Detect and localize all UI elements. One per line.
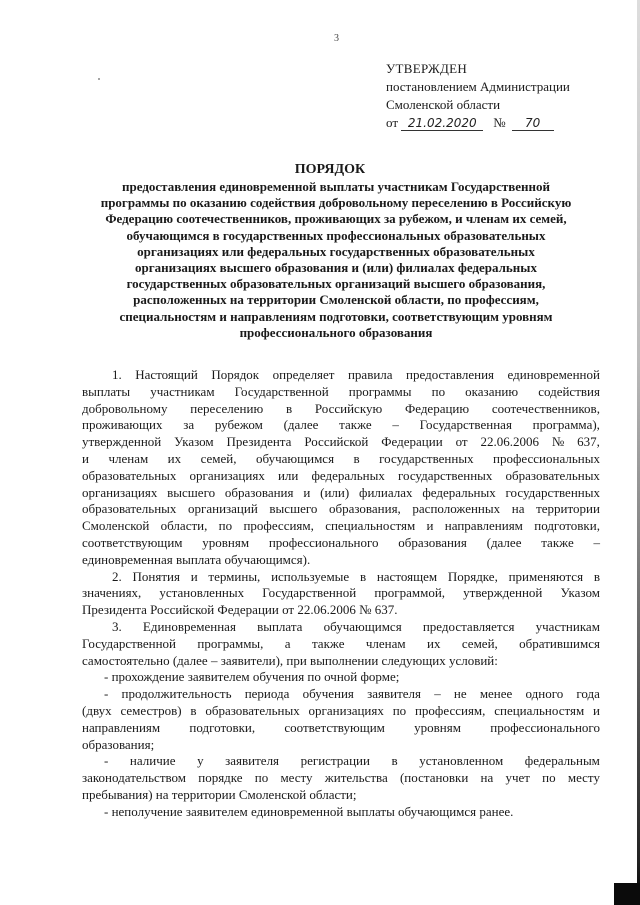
approval-block [386,60,626,132]
body-word: - [104,753,109,769]
approval-line-1: постановлением Администрации [386,79,570,94]
body-line [82,535,600,552]
body-word: участникам [150,383,215,399]
body-word: значениях, [82,585,142,601]
body-word: Государственной [82,635,177,651]
body-word: Порядок [211,367,260,382]
body-word: предоставляется [422,618,515,634]
scan-corner-shadow [614,883,640,905]
body-word: и [190,568,198,584]
body-word: выплата [257,618,303,634]
body-line: Президента Российской Федерации от 22.06.2006 № 637. [82,602,398,618]
body-line [82,518,600,535]
body-word: государственных [505,484,600,500]
document-subtitle [78,179,594,341]
body-line: пребывания) на территории Смоленской области; [82,786,357,802]
body-word: Указом [560,585,600,601]
body-word: обратившимся [519,635,600,651]
body-word: в [593,568,600,584]
body-word: 22.06.2006 [480,434,539,450]
body-word: Федерацию [404,400,470,416]
body-word: образовательных [205,702,300,718]
body-word: периода [244,686,290,702]
body-word: установленных [159,585,245,601]
body-word: организациях [82,484,158,500]
body-word: семей, [461,635,498,651]
body-word: организациях [308,702,384,718]
body-word: программой, [374,585,446,601]
body-word: месту [567,770,600,786]
body-word: профессиям, [243,518,314,534]
body-word: Единовременная [142,618,236,634]
body-word: профессиям, [414,702,486,718]
body-word: Федерации [381,434,443,450]
body-word: а [284,635,291,651]
body-word: законодательством [82,770,187,786]
body-word: от [455,434,468,450]
body-line: единовременная выплата обучающимся). [82,551,311,567]
body-word: жительства [324,770,388,786]
body-word: (далее [486,534,522,550]
body-line [82,384,600,401]
body-word: - [104,686,109,702]
body-word: Президента [226,434,292,450]
body-word: предоставления [406,367,495,382]
body-line [82,451,600,468]
body-line [82,703,600,720]
subtitle-line: специальностям и направлениям подготовки, соответствующим уровням [119,308,553,324]
body-word: (постановки [399,770,469,786]
body-word: менее [479,686,513,702]
body-line [82,485,600,502]
body-word: членам [365,635,406,651]
body-word: (далее [283,417,319,433]
body-word: Порядке, [447,568,498,584]
subtitle-line: профессионального образования [239,324,433,340]
body-word: заявителя [225,753,280,769]
body-word: 3. [112,618,122,634]
handwritten-date: 21.02.2020 [401,116,483,131]
body-word: профессиональных [493,450,600,466]
body-line: - неполучение заявителем единовременной выплаты обучающимся ранее. [104,803,514,819]
body-word: федеральных [422,484,496,500]
body-word: по [218,518,233,534]
body-word: и [593,702,600,718]
body-word: Государственная [419,417,512,433]
body-word: также [339,417,372,433]
body-word: федеральных [311,467,385,483]
body-word: также [541,534,574,550]
body-word: применяются [508,568,584,584]
body-word: области, [160,518,208,534]
body-word: образования [398,534,467,550]
approval-heading: УТВЕРЖДЕН [386,61,468,76]
body-word: в [391,753,398,769]
body-line [82,401,600,418]
body-word: членам [108,450,149,466]
body-word: Государственной [234,383,329,399]
subtitle-line: расположенных на территории Смоленской области, по профессиям, [133,292,539,308]
body-word: у [197,753,204,769]
body-word: установленном [419,753,504,769]
body-word: профессионального [490,719,600,735]
body-word: 2. [112,568,122,584]
body-word: организациях [189,467,265,483]
body-word: добровольному [82,400,168,416]
subtitle-line: предоставления единовременной выплаты участникам Государственной [122,179,550,194]
subtitle-line: обучающимся в государственных профессиональных образовательных [126,227,546,243]
body-line [82,434,600,451]
body-word: образовательных [505,467,600,483]
body-word: по [392,702,407,718]
document-body [82,367,600,821]
body-word: уровням [414,719,461,735]
body-word: территории [536,501,600,517]
body-line [82,770,600,787]
body-word: расположенных [412,501,501,517]
body-line [82,636,600,653]
body-word: организаций [188,501,258,517]
body-word: Российской [304,434,369,450]
body-line [82,417,600,434]
page-number: 3 [334,33,339,44]
subtitle-line: Федерацию соотечественников, проживающих за рубежом, и членам их семей, [105,211,567,227]
body-word: Российскую [314,400,383,416]
body-word: в [353,450,360,466]
body-word: Государственной [262,585,357,601]
body-word: на [480,770,494,786]
body-word: программы, [197,635,264,651]
body-word: программа), [532,417,600,433]
body-word: участникам [535,618,600,634]
body-word: года [576,686,600,702]
body-line: образования; [82,736,155,752]
body-word: на [511,501,525,517]
body-line [82,468,600,485]
body-word: наличие [129,753,176,769]
body-word: в [285,400,293,416]
body-word: Понятия [132,568,180,584]
body-word: и [82,450,89,466]
body-word: порядке [198,770,243,786]
body-word: выплаты [82,383,131,399]
body-word: – [434,686,441,702]
body-word: в [190,702,197,718]
body-word: содействия [538,383,600,399]
date-prefix: от [386,115,399,130]
body-word: используемые [271,568,350,584]
subtitle-line: программы по оказанию содействия добровольному переселению в Российскую [100,195,572,211]
body-word: по [254,770,269,786]
body-word: 637, [577,434,600,450]
body-word: – [392,417,399,433]
body-word: соответствующим [284,719,385,735]
body-line: - прохождение заявителем обучения по очной форме; [104,669,400,685]
scan-speck [98,78,100,80]
body-word: обучения [302,686,354,702]
body-word: не [453,686,467,702]
body-word: заявителя [367,686,422,702]
body-word: (или) [320,484,350,500]
body-word: – [593,534,600,550]
body-word: профессионального [268,534,379,550]
body-word: или [277,467,299,483]
body-word: учет [505,770,530,786]
body-word: соотечественников, [491,400,600,416]
body-word: и [426,518,434,534]
body-word: обучающимся [255,450,335,466]
body-word: (двух [82,702,112,718]
body-line [82,569,600,586]
approval-line-2: Смоленской области [386,97,501,112]
body-line [82,619,600,636]
body-word: специальностям [494,702,585,718]
body-word: направлениям [444,518,523,534]
body-word: рубежом [214,417,263,433]
body-word: переселению [190,400,264,416]
body-word: месту [280,770,313,786]
body-word: по [542,770,556,786]
body-line [82,501,600,518]
body-word: оказанию [465,383,519,399]
body-word: уровням [202,534,250,550]
body-word: государственных [397,467,493,483]
body-word: их [427,635,441,651]
body-line [82,686,600,703]
body-word: Указом [174,434,214,450]
body-word: также [311,635,345,651]
body-word: настоящем [376,568,438,584]
body-word: правила [347,367,393,382]
body-word: Смоленской [82,518,150,534]
body-word: Настоящий [135,367,198,382]
body-word: и [303,484,311,500]
body-word: продолжительность [121,686,232,702]
body-word: высшего [269,501,318,517]
document-title: ПОРЯДОК [294,162,366,177]
body-line: самостоятельно (далее – заявители), при выполнении следующих условий: [82,652,498,668]
body-word: соответствующим [82,534,183,550]
body-line [82,720,600,737]
body-word: образовательных [82,467,177,483]
body-word: в [359,568,367,584]
body-word: обучающимся [323,618,402,634]
body-word: термины, [208,568,261,584]
body-word: утвержденной [463,585,543,601]
body-word: по [431,383,446,399]
body-word: 1. [112,367,122,382]
body-line [82,585,600,602]
body-word: регистрации [300,753,370,769]
body-word: определяет [272,367,335,382]
body-word: утвержденной [82,434,162,450]
body-word: их [167,450,182,466]
subtitle-line: организациях высшего образования и (или) филиалах федеральных [135,260,537,276]
body-word: государственных [379,450,474,466]
body-word: № [551,434,565,450]
body-word: подготовки, [189,719,256,735]
body-word: единовременной [507,367,600,382]
body-word: образования, [328,501,401,517]
body-word: семей, [200,450,237,466]
body-word: одного [525,686,564,702]
body-word: программы [348,383,412,399]
body-line [82,367,600,384]
number-sign: № [493,115,506,130]
body-word: образования [224,484,294,500]
body-word: высшего [167,484,216,500]
approval-date-line [386,114,626,132]
body-word: направлениям [82,719,161,735]
body-word: специальностям [325,518,416,534]
subtitle-line: государственных образовательных организаций высшего образования, [126,276,546,292]
body-word: образовательных [82,501,177,517]
body-word: проживающих [82,417,163,433]
body-line [82,753,600,770]
handwritten-number: 70 [512,116,554,131]
body-word: федеральным [524,753,600,769]
body-word: семестров) [120,702,182,718]
body-word: филиалах [359,484,413,500]
body-word: за [183,417,195,433]
subtitle-line: организациях или федеральных государственных образовательных [137,243,535,259]
body-word: подготовки, [534,518,600,534]
